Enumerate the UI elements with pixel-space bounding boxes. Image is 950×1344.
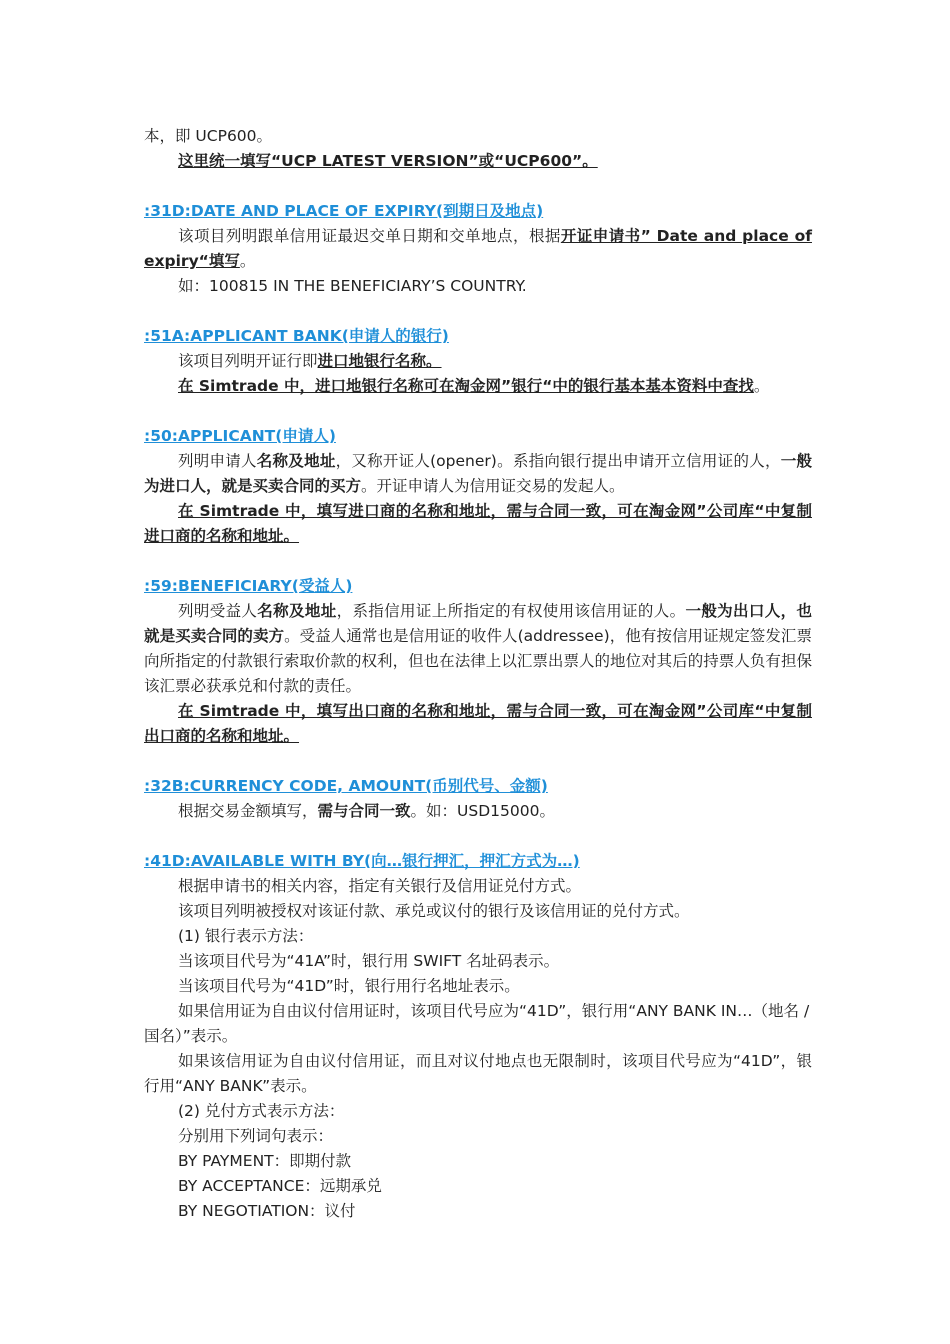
- text: 列明申请人: [178, 452, 257, 470]
- text: 。开证申请人为信用证交易的发起人。: [361, 477, 625, 495]
- section-heading-31d: :31D:DATE AND PLACE OF EXPIRY(到期日及地点): [144, 202, 544, 220]
- text: 。: [753, 377, 770, 395]
- text: 。: [239, 252, 256, 270]
- section-51a-instruction: [144, 374, 812, 399]
- text: ，又称开证人(opener)。系指向银行提出申请开立信用证的人，: [335, 452, 781, 470]
- section-41d-free-negotiation: 如果信用证为自由议付信用证时，该项目代号应为“41D”，银行用“ANY BANK IN…（地名 / 国名）”表示。: [144, 1002, 810, 1045]
- text: ，系指信用证上所指定的有权使用该信用证的人。: [336, 602, 686, 620]
- section-41d-line: BY NEGOTIATION：议付: [178, 1202, 356, 1220]
- bold-text: 名称及地址: [257, 602, 337, 620]
- bold-text: 进口地银行名称。: [317, 352, 442, 370]
- section-41d-line: 分别用下列词句表示：: [178, 1127, 334, 1145]
- intro-line: 本，即 UCP600。: [144, 127, 273, 145]
- bold-text: 一般为出口人，也就是买卖合同的卖方: [144, 602, 812, 645]
- section-heading-41d: :41D:AVAILABLE WITH BY(向…银行押汇，押汇方式为…): [144, 852, 580, 870]
- bold-text: 开证申请书” Date and place of expiry“填写: [144, 227, 812, 270]
- section-41d-line: BY ACCEPTANCE：远期承兑: [178, 1177, 382, 1195]
- text: 。受益人通常也是信用证的收件人(addressee)，他有按信用证规定签发汇票向所指定的付款银行索取价款的权利，但也在法律上以汇票出票人的地位对其后的持票人负有担保该汇票必获承兑和付款的责任。: [144, 627, 812, 695]
- section-41d-line: 该项目列明被授权对该证付款、承兑或议付的银行及该信用证的兑付方式。: [178, 902, 690, 920]
- section-41d-line: (2) 兑付方式表示方法：: [178, 1102, 345, 1120]
- text: 该项目列明跟单信用证最迟交单日期和交单地点，根据: [178, 227, 561, 245]
- section-50-instruction: 在 Simtrade 中，填写进口商的名称和地址，需与合同一致，可在淘金网”公司库“中复制进口商的名称和地址。: [144, 502, 812, 545]
- section-41d-line: 根据申请书的相关内容，指定有关银行及信用证兑付方式。: [178, 877, 582, 895]
- text: 该项目列明开证行即: [178, 352, 318, 370]
- bold-text: 需与合同一致: [317, 802, 411, 820]
- section-41d-line: 当该项目代号为“41D”时，银行用行名地址表示。: [178, 977, 520, 995]
- text: 列明受益人: [178, 602, 258, 620]
- section-heading-59: :59:BENEFICIARY(受益人): [144, 577, 353, 595]
- section-31d-example: 如：100815 IN THE BENEFICIARY’S COUNTRY.: [178, 277, 527, 295]
- intro-instruction: 这里统一填写“UCP LATEST VERSION”或“UCP600”。: [178, 152, 598, 170]
- document-page: [144, 124, 812, 1224]
- section-heading-51a: :51A:APPLICANT BANK(申请人的银行): [144, 327, 449, 345]
- section-heading-32b: :32B:CURRENCY CODE, AMOUNT(币别代号、金额): [144, 777, 548, 795]
- section-41d-line: 当该项目代号为“41A”时，银行用 SWIFT 名址码表示。: [178, 952, 560, 970]
- section-51a-desc: [144, 349, 812, 374]
- section-32b-desc: [144, 799, 812, 824]
- section-59-instruction: 在 Simtrade 中，填写出口商的名称和地址，需与合同一致，可在淘金网”公司库“中复制出口商的名称和地址。: [144, 702, 812, 745]
- text: 根据交易金额填写，: [178, 802, 318, 820]
- section-41d-line: BY PAYMENT：即期付款: [178, 1152, 352, 1170]
- section-50-desc: [144, 449, 812, 499]
- section-59-desc: [144, 599, 812, 699]
- bold-text: 名称及地址: [256, 452, 336, 470]
- section-41d-unrestricted: 如果该信用证为自由议付信用证，而且对议付地点也无限制时，该项目代号应为“41D”，银行用“ANY BANK”表示。: [144, 1052, 812, 1095]
- section-heading-50: :50:APPLICANT(申请人): [144, 427, 336, 445]
- section-31d-desc: [144, 224, 812, 274]
- text: 。如：USD15000。: [410, 802, 555, 820]
- bold-text: 在 Simtrade 中，进口地银行名称可在淘金网”银行“中的银行基本基本资料中查找: [178, 377, 754, 395]
- bold-text: 一般为进口人，就是买卖合同的买方: [144, 452, 812, 495]
- section-41d-line: (1) 银行表示方法：: [178, 927, 314, 945]
